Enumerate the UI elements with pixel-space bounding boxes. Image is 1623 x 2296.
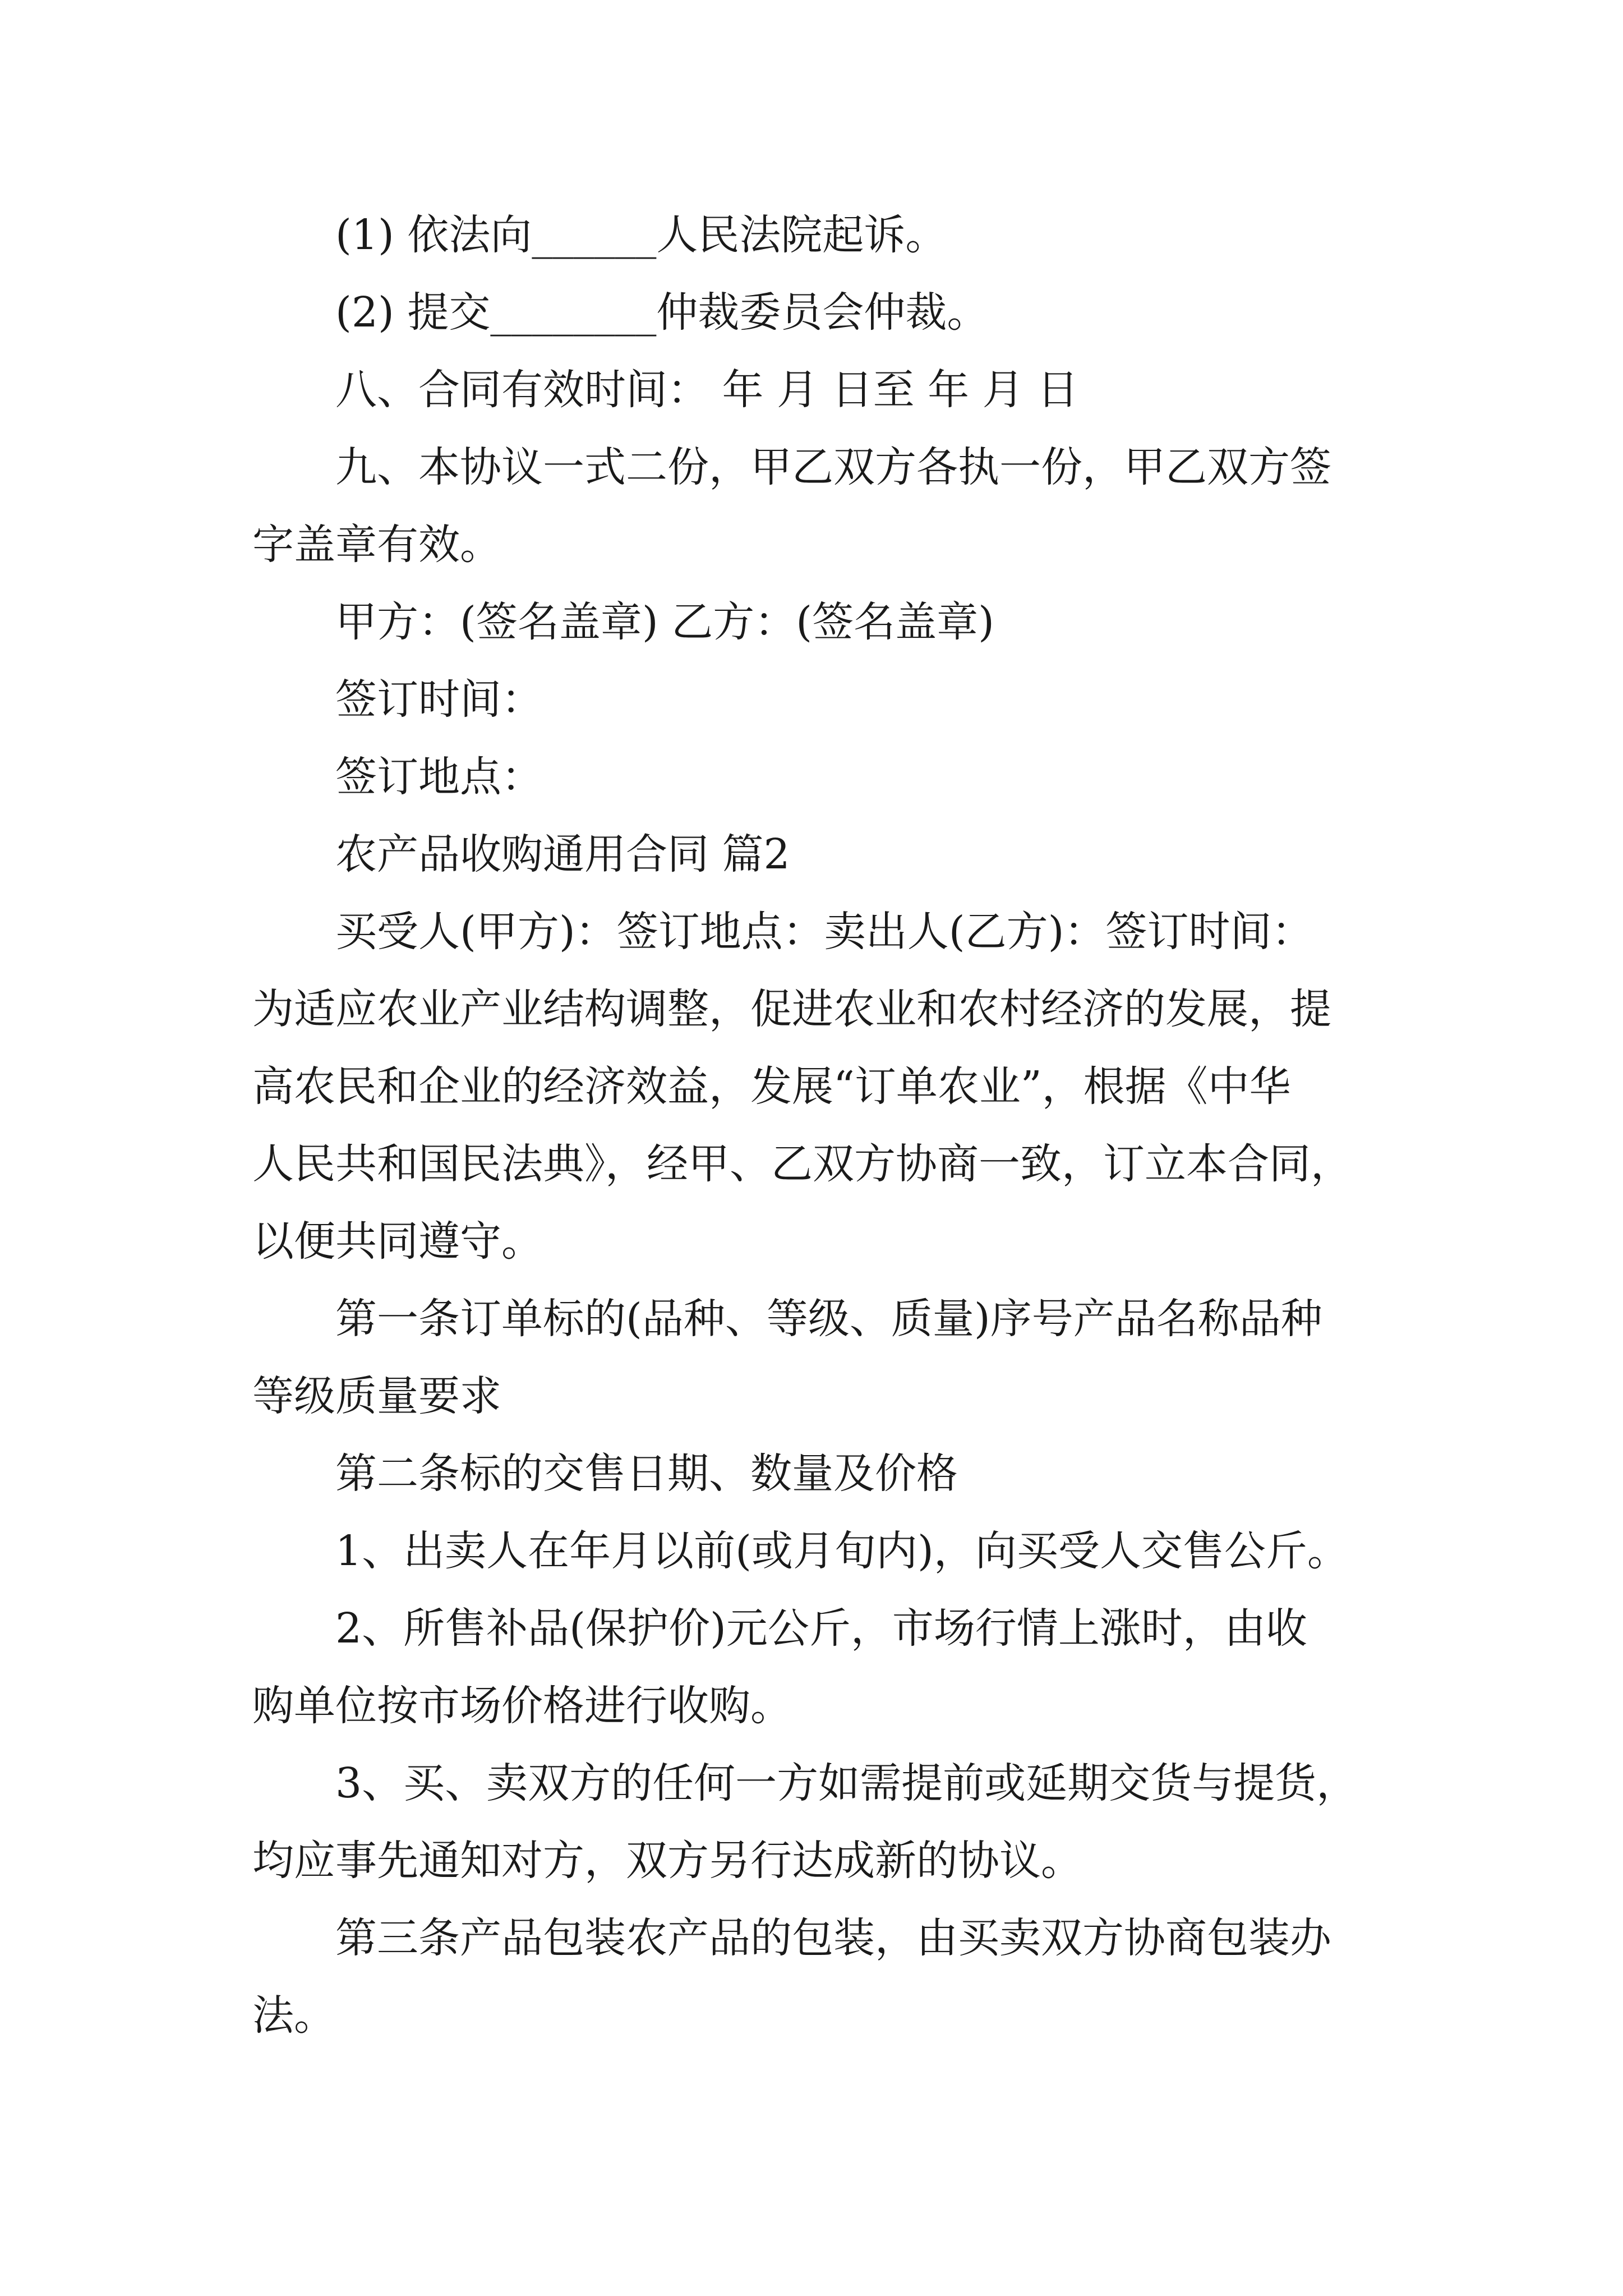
text-line: 以便共同遵守。: [252, 1217, 543, 1266]
text-line: 均应事先通知对方，双方另行达成新的协议。: [252, 1837, 1082, 1885]
text-line: 第二条标的交售日期、数量及价格: [335, 1450, 958, 1498]
text-line: 八、合同有效时间： 年 月 日至 年 月 日: [335, 366, 1079, 414]
text-line: (2) 提交________仲裁委员会仲裁。: [335, 288, 989, 337]
section-heading: 农产品收购通用合同 篇2: [335, 830, 790, 878]
text-line: 第三条产品包装农产品的包装，由买卖双方协商包装办: [335, 1914, 1331, 1962]
text-line: 签订地点：: [335, 753, 543, 801]
document-body: [252, 196, 1374, 2054]
text-line: 甲方：(签名盖章) 乙方：(签名盖章): [335, 598, 995, 646]
text-line: 第一条订单标的(品种、等级、质量)序号产品名称品种: [335, 1295, 1322, 1343]
text-line: 等级质量要求: [252, 1372, 501, 1420]
text-line: 为适应农业产业结构调整，促进农业和农村经济的发展，提: [252, 985, 1331, 1033]
text-line: 3、买、卖双方的任何一方如需提前或延期交货与提货，: [335, 1759, 1358, 1807]
text-line: 九、本协议一式二份，甲乙双方各执一份，甲乙双方签: [335, 443, 1331, 491]
text-line: 2、所售补品(保护价)元公斤，市场行情上涨时，由收: [335, 1604, 1307, 1653]
text-line: 字盖章有效。: [252, 521, 501, 569]
text-line: (1) 依法向______人民法院起诉。: [335, 211, 947, 259]
text-line: 购单位按市场价格进行收购。: [252, 1682, 792, 1730]
text-line: 1、出卖人在年月以前(或月旬内)，向买受人交售公斤。: [335, 1527, 1349, 1575]
text-line: 法。: [252, 1991, 335, 2040]
text-line: 买受人(甲方)：签订地点：卖出人(乙方)：签订时间：: [335, 908, 1313, 956]
text-line: 签订时间：: [335, 675, 543, 724]
text-line: 高农民和企业的经济效益，发展“订单农业”，根据《中华: [252, 1062, 1291, 1111]
text-line: 人民共和国民法典》，经甲、乙双方协商一致，订立本合同，: [252, 1140, 1352, 1188]
